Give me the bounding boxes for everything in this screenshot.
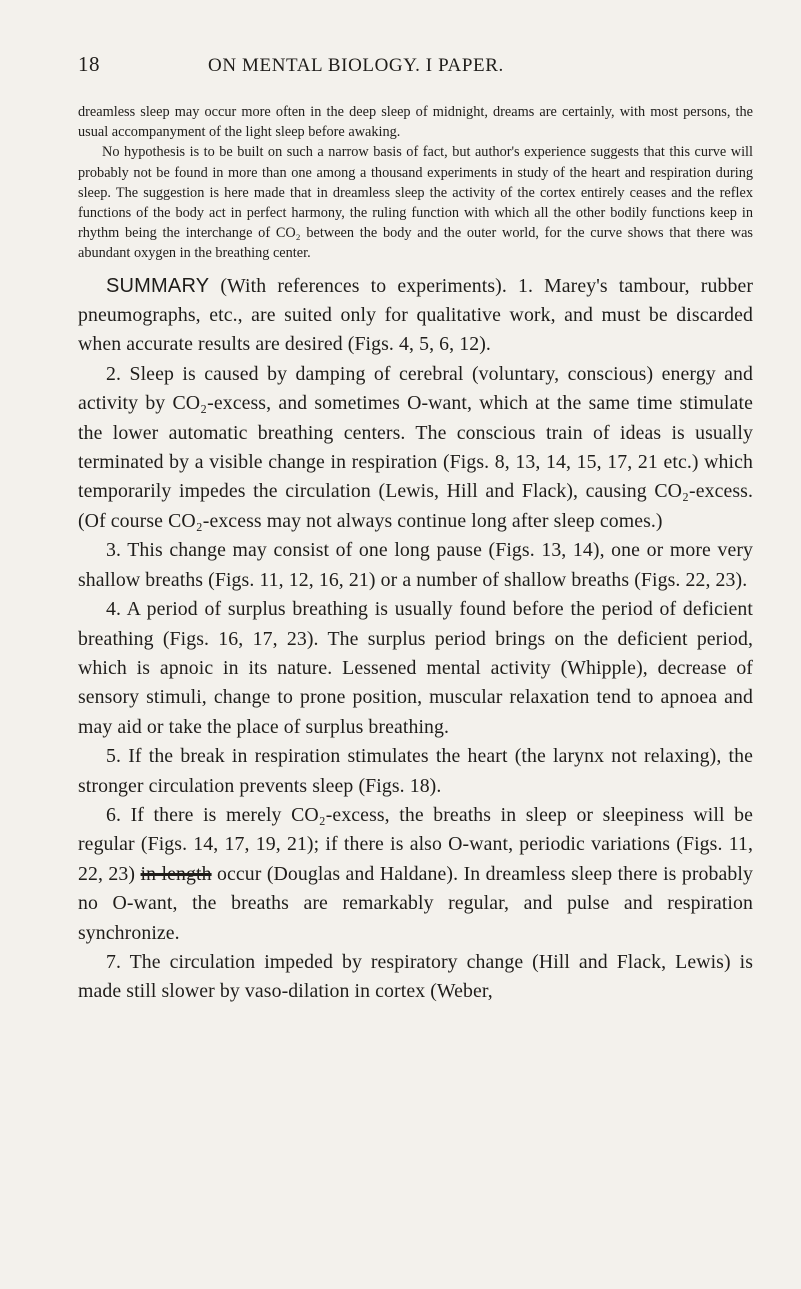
summary-item-4: 4. A period of surplus breathing is usually found before the period of deficient breathing (Figs. 16, 17, 23). The surplus period brings on the deficient period, which is apnoic in its nature. Lessened mental activity (Whipple), decrease of sensory stimuli, change to prone position, muscular relaxation tend to apnoea and may aid or take the place of surplus breathing. bbox=[78, 598, 753, 738]
struck-out-text: in length bbox=[140, 862, 212, 885]
summary-item-6-after: occur (Douglas and Haldane). In dreamless sleep there is probably no O-want, the breaths are remarkably regular, and pulse and respiration synchronize. bbox=[78, 862, 753, 944]
summary-section bbox=[78, 272, 753, 1007]
running-title: ON MENTAL BIOLOGY. I PAPER. bbox=[208, 55, 504, 76]
summary-item-6 bbox=[78, 801, 753, 948]
intro-paragraph-2: No hypothesis is to be built on such a narrow basis of fact, but author's experience suggests that this curve will probably not be found in more than one among a thousand experiments in study of the heart and respiration during sleep. The suggestion is here made that in dreamless sleep the activity of the cortex entirely ceases and the reflex functions of the body act in perfect harmony, the ruling function with which all the other bodily functions keep in rhythm being the interchange of CO₂ between the body and the outer world, for the curve shows that there was abundant oxygen in the breathing center. bbox=[78, 144, 753, 262]
summary-item-1-text: (With references to experiments). 1. Marey's tambour, rubber pneumographs, etc., are suited only for qualitative work, and must be discarded when accurate results are desired (Figs. 4, 5, 6, 12). bbox=[78, 274, 754, 356]
summary-item-3: 3. This change may consist of one long pause (Figs. 13, 14), one or more very shallow breaths (Figs. 11, 12, 16, 21) or a number of shallow breaths (Figs. 22, 23). bbox=[78, 539, 753, 591]
summary-item-6-before: 6. If there is merely CO₂-excess, the breaths in sleep or sleepiness will be regular (Figs. 14, 17, 19, 21); if there is also O-want, periodic variations (Figs. 11, 22, 23) bbox=[78, 803, 753, 885]
summary-item-7: 7. The circulation impeded by respiratory change (Hill and Flack, Lewis) is made still slower by vaso-dilation in cortex (Weber, bbox=[78, 950, 753, 1003]
summary-item-2: 2. Sleep is caused by damping of cerebral (voluntary, conscious) energy and activity by CO₂-excess, and sometimes O-want, which at the same time stimulate the lower automatic breathing centers. The conscious train of ideas is usually terminated by a visible change in respiration (Figs. 8, 13, 14, 15, 17, 21 etc.) which temporarily impedes the circulation (Lewis, Hill and Flack), causing CO₂-excess. (Of course CO₂-excess may not always continue long after sleep comes.) bbox=[78, 362, 753, 532]
summary-item-1 bbox=[78, 272, 753, 360]
intro-text bbox=[78, 102, 753, 264]
summary-item-5: 5. If the break in respiration stimulates the heart (the larynx not relaxing), the stronger circulation prevents sleep (Figs. 18). bbox=[78, 745, 753, 797]
page-number: 18 bbox=[78, 52, 100, 76]
intro-paragraph-1: dreamless sleep may occur more often in the deep sleep of midnight, dreams are certainly, with most persons, the usual accompanyment of the light sleep before awaking. bbox=[78, 104, 753, 141]
running-head bbox=[78, 52, 753, 78]
summary-heading: SUMMARY bbox=[106, 274, 210, 297]
